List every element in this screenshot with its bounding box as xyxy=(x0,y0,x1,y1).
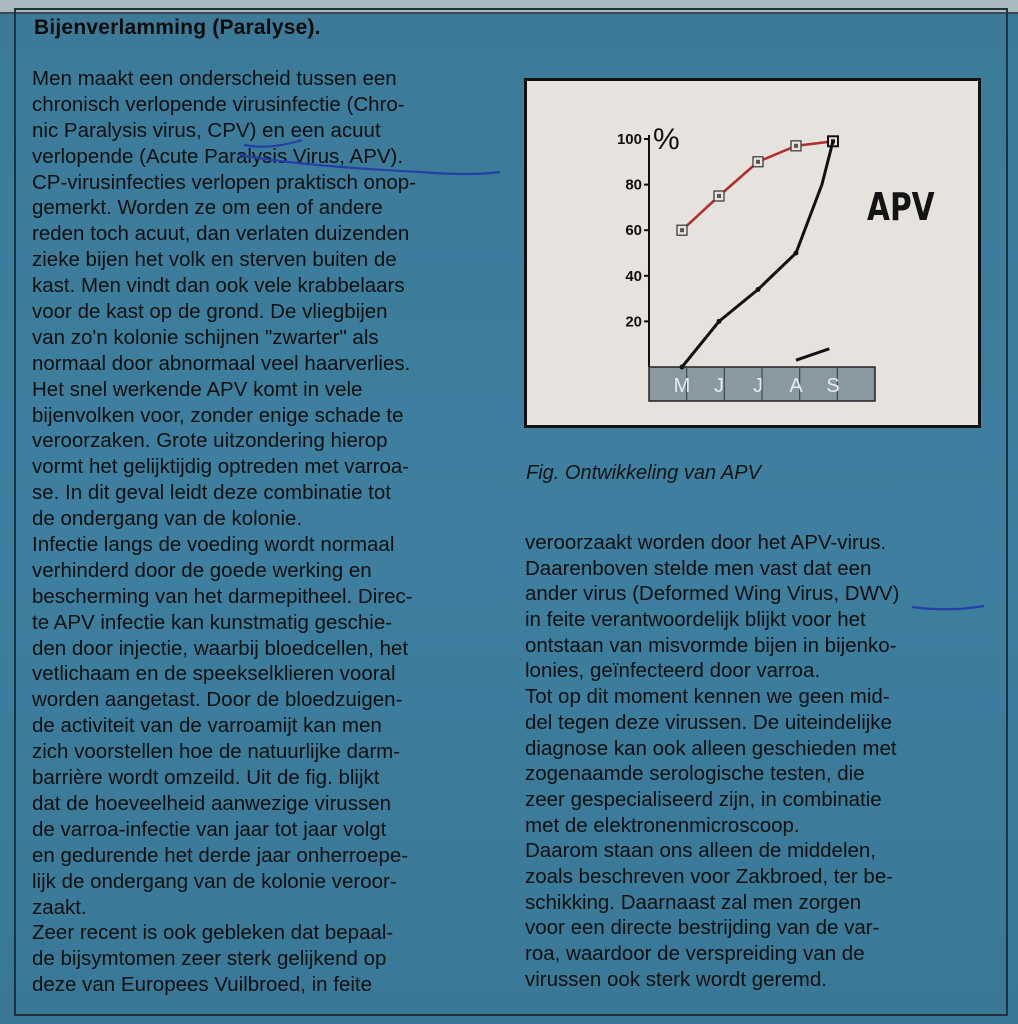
text-line: worden aangetast. Door de bloedzuigen- xyxy=(32,688,403,712)
text-line: nic Paralysis virus, CPV) en een acuut xyxy=(32,118,381,142)
text-line: te APV infectie kan kunstmatig geschie- xyxy=(32,610,393,634)
series-red-point-center xyxy=(680,228,684,232)
text-line: met de elektronenmicroscoop. xyxy=(525,813,800,837)
series-black-point xyxy=(717,319,722,324)
text-line: deze van Europees Vuilbroed, in feite xyxy=(32,973,372,997)
text-line: Infectie langs de voeding wordt normaal xyxy=(32,533,395,557)
text-line: zeer gespecialiseerd zijn, in combinatie xyxy=(525,787,882,811)
series-red-point-center xyxy=(717,194,721,198)
text-line: de bijsymtomen zeer sterk gelijkend op xyxy=(32,947,387,971)
text-line: dat de hoeveelheid aanwezige virussen xyxy=(32,791,392,815)
chart-title: APV xyxy=(867,185,935,229)
series-red-point-center xyxy=(794,144,798,148)
text-line: van zo'n kolonie schijnen "zwarter" als xyxy=(32,325,379,349)
x-tick-label: M xyxy=(673,375,691,397)
text-line: zogenaamde serologische testen, die xyxy=(525,762,865,786)
text-line: virussen ook sterk wordt geremd. xyxy=(525,967,827,991)
series-red-point-center xyxy=(756,160,760,164)
right-text-column xyxy=(525,530,987,992)
text-line: voor de kast op de grond. De vliegbijen xyxy=(32,300,388,324)
y-tick-label: 100 xyxy=(616,131,642,148)
series-black-point xyxy=(756,287,761,292)
x-tick-label: S xyxy=(826,375,840,397)
text-line: vormt het gelijktijdig optreden met varroa- xyxy=(32,455,410,479)
text-line: Zeer recent is ook gebleken dat bepaal- xyxy=(32,921,394,945)
page-title: Bijenverlamming (Paralyse). xyxy=(34,16,321,39)
text-line: chronisch verlopende virusinfectie (Chro- xyxy=(32,92,405,116)
text-line: lonies, geïnfecteerd door varroa. xyxy=(525,659,821,683)
x-tick-label: A xyxy=(789,375,803,397)
text-line: roa, waardoor de verspreiding van de xyxy=(525,942,865,965)
y-tick-label: 20 xyxy=(625,313,642,331)
text-line: diagnose kan ook alleen geschieden met xyxy=(525,736,897,760)
series-short-line xyxy=(796,349,829,360)
text-line: ontstaan van misvormde bijen in bijenko- xyxy=(525,633,897,657)
figure-chart xyxy=(524,78,981,428)
text-line: de varroa-infectie van jaar tot jaar volgt xyxy=(32,817,387,841)
text-line: vetlichaam en de speekselklieren vooral xyxy=(32,662,396,686)
text-line: Daarenboven stelde men vast dat een xyxy=(525,556,872,580)
text-line: zoals beschreven voor Zakbroed, ter be- xyxy=(525,864,894,888)
series-black-point xyxy=(680,365,685,370)
text-line: reden toch acuut, dan verlaten duizenden xyxy=(32,222,410,246)
text-line: bijenvolken voor, zonder enige schade te xyxy=(32,403,404,427)
text-line: bescherming van het darmepitheel. Direc- xyxy=(32,584,413,608)
text-line: verlopende (Acute Paralysis Virus, APV). xyxy=(32,144,404,168)
text-line: Daarom staan ons alleen de middelen, xyxy=(525,839,876,863)
figure-caption: Fig. Ontwikkeling van APV xyxy=(526,462,761,484)
series-black-point xyxy=(794,251,799,256)
text-line: zaakt. xyxy=(32,895,87,919)
left-text-column xyxy=(32,66,510,998)
text-line: kast. Men vindt dan ook vele krabbelaars xyxy=(32,274,405,298)
text-line: verhinderd door de goede werking en xyxy=(32,558,372,582)
text-line: se. In dit geval leidt deze combinatie tot xyxy=(32,481,391,505)
x-tick-label: J xyxy=(753,375,763,397)
text-line: in feite verantwoordelijk blijkt voor het xyxy=(525,608,866,632)
y-tick-label: 40 xyxy=(625,267,642,285)
text-line: zieke bijen het volk en sterven buiten de xyxy=(32,248,397,272)
text-line: de ondergang van de kolonie. xyxy=(32,507,303,531)
chart-canvas xyxy=(527,81,978,425)
text-line: lijk de ondergang van de kolonie veroor- xyxy=(32,869,397,893)
text-line: barrière wordt omzeild. Uit de fig. blijkt xyxy=(32,766,380,790)
text-line: voor een directe bestrijding van de var- xyxy=(525,916,880,940)
text-line: CP-virusinfecties verlopen praktisch onop- xyxy=(32,170,416,194)
text-line: veroorzaakt worden door het APV-virus. xyxy=(525,531,887,554)
y-tick-label: 80 xyxy=(625,176,642,194)
text-line: gemerkt. Worden ze om een of andere xyxy=(32,196,383,220)
text-line: den door injectie, waarbij bloedcellen, het xyxy=(32,636,409,660)
series-black-line xyxy=(682,141,833,367)
text-line: ander virus (Deformed Wing Virus, DWV) xyxy=(525,582,900,606)
text-line: del tegen deze virussen. De uiteindelijke xyxy=(525,710,892,734)
x-tick-label: J xyxy=(714,375,724,397)
text-line: en gedurende het derde jaar onherroepe- xyxy=(32,843,409,867)
y-axis-unit-label: % xyxy=(653,123,680,156)
text-line: Men maakt een onderscheid tussen een xyxy=(32,67,397,90)
y-tick-label: 60 xyxy=(625,222,642,240)
text-line: zich voorstellen hoe de natuurlijke darm- xyxy=(32,740,401,764)
text-line: de activiteit van de varroamijt kan men xyxy=(32,714,382,738)
text-line: Tot op dit moment kennen we geen mid- xyxy=(525,685,890,709)
text-line: schikking. Daarnaast zal men zorgen xyxy=(525,890,862,914)
text-line: normaal door abnormaal veel haarverlies. xyxy=(32,351,411,375)
text-line: Het snel werkende APV komt in vele xyxy=(32,377,363,401)
text-line: veroorzaken. Grote uitzondering hierop xyxy=(32,429,388,453)
